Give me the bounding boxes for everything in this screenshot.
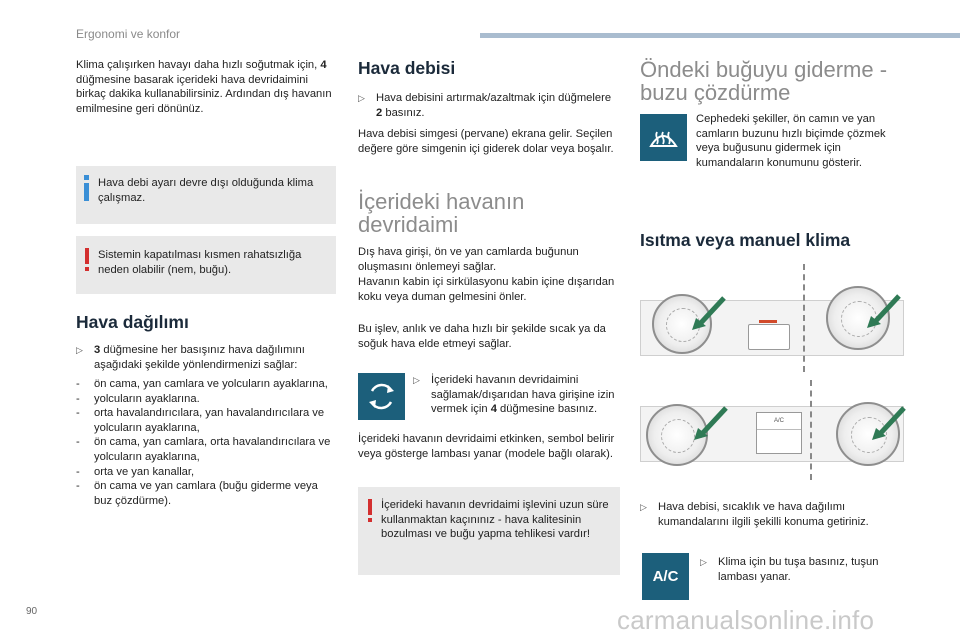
- defrost-icon: [640, 114, 687, 161]
- recirc-step: [413, 373, 621, 417]
- manual-title: Isıtma veya manuel klima: [640, 230, 851, 250]
- list-item: - ön cama, yan camlara, orta havalandırıcılara ve yolcuların ayaklarına,: [76, 436, 331, 463]
- section-header: Ergonomi ve konfor: [76, 27, 181, 41]
- recirc-paragraph-1: Dış hava girişi, ön ve yan camlarda buğunun oluşmasını önlemeyi sağlar.: [358, 246, 579, 273]
- flow-paragraph: Hava debisi simgesi (pervane) ekrana gelir. Seçilen değere göre simgenin içi giderek dolar veya boşalır.: [358, 128, 614, 155]
- recirc-step-text: İçerideki havanın devridaimini sağlamak/dışarıdan hava girişine izin vermek için 4 düğmesine basınız.: [431, 374, 615, 416]
- defrost-title: Öndeki buğuyu giderme - buzu çözdürme: [640, 57, 888, 105]
- page-number: 90: [26, 606, 38, 617]
- warning-text-left: Sistemin kapatılması kısmen rahatsızlığa neden olabilir (nem, buğu).: [98, 249, 302, 276]
- manual-step-text: Hava debisi, sıcaklık ve hava dağılımı kumandalarını ilgili şekilli konuma getiriniz.: [658, 501, 869, 528]
- info-icon: [81, 175, 93, 201]
- flow-step-text: Hava debisini artırmak/azaltmak için düğmelere 2 basınız.: [376, 92, 612, 119]
- list-item: - orta havalandırıcılara, yan havalandırıcılara ve yolcuların ayaklarına,: [76, 407, 325, 434]
- indicator-light: [759, 320, 777, 323]
- recirculation-arrows-icon: [358, 373, 405, 420]
- arrow-icon: [870, 406, 906, 442]
- manual-step: [640, 500, 910, 529]
- arrow-icon: [865, 294, 901, 330]
- distribution-step-bold: 3: [94, 344, 101, 356]
- control-panel-illustration-top: [640, 264, 910, 374]
- ac-icon-label: A/C: [652, 568, 679, 585]
- button-block-illustration: [756, 412, 802, 454]
- distribution-step: [76, 343, 338, 372]
- distribution-step-text: [94, 343, 338, 372]
- step-marker: ▷: [358, 93, 365, 103]
- step-marker: ▷: [76, 345, 83, 355]
- warning-text-middle: İçerideki havanın devridaimi işlevini uzun süre kullanmaktan kaçınınız - hava kalitesinin bozulması ve buğu yapma tehlikesi vardır!: [381, 499, 609, 541]
- step-marker: ▷: [640, 502, 647, 512]
- arrow-icon: [692, 406, 728, 442]
- distribution-title: Hava dağılımı: [76, 312, 189, 332]
- arrow-icon: [690, 296, 726, 332]
- ac-step-text: Klima için bu tuşa basınız, tuşun lambası yanar.: [718, 556, 879, 583]
- recirc-title: İçerideki havanın devridaimi: [358, 189, 525, 237]
- warning-icon: [82, 248, 92, 272]
- panel-divider: [810, 380, 812, 480]
- watermark: carmanualsonline.info: [617, 605, 875, 635]
- intro-paragraph: [76, 58, 338, 116]
- list-item: - ön cama ve yan camlara (buğu giderme veya buz çözdürme).: [76, 480, 318, 507]
- header-bar: [480, 33, 960, 38]
- control-panel-illustration-bottom: [640, 380, 910, 480]
- intro-text-bold: 4: [320, 59, 327, 71]
- distribution-step-post: düğmesine her basışınız hava dağılımını aşağıdaki şekilde yönlendirmenizi sağlar:: [94, 344, 305, 371]
- step-marker: ▷: [413, 375, 420, 385]
- ac-button-label: A/C: [757, 413, 801, 430]
- warning-box-middle: [358, 487, 620, 575]
- recirc-paragraph-2: Havanın kabin içi sirkülasyonu kabin içine dışarıdan koku veya duman gelmesini önler.: [358, 276, 615, 303]
- panel-divider: [803, 264, 805, 372]
- windshield-defrost-icon: [640, 114, 687, 161]
- step-marker: ▷: [700, 557, 707, 567]
- list-item: - ön cama, yan camlara ve yolcuların ayaklarına,: [76, 378, 328, 390]
- intro-text-post: düğmesine basarak içerideki hava devridaimini birkaç dakika kullanabilirsiniz. Ardından dış havanın emilmesine geri dönünüz.: [76, 73, 332, 115]
- ac-step: [700, 555, 910, 584]
- recirc-after: İçerideki havanın devridaimi etkinken, sembol belirir veya gösterge lambası yanar (modele bağlı olarak).: [358, 433, 615, 460]
- list-item: - yolcuların ayaklarına.: [76, 392, 200, 405]
- ac-icon: [642, 553, 689, 600]
- defrost-paragraph: Cephedeki şekiller, ön camın ve yan camların buzunu hızlı biçimde çözmek veya buğusunu gidermek için kumandaların konumunu gösterir.: [696, 113, 886, 169]
- list-item: - orta ve yan kanallar,: [76, 465, 195, 478]
- intro-text-pre: Klima çalışırken havayı daha hızlı soğutmak için,: [76, 59, 321, 71]
- flow-step: [358, 91, 620, 120]
- info-box: [76, 166, 336, 224]
- flow-title: Hava debisi: [358, 58, 456, 78]
- info-text: Hava debi ayarı devre dışı olduğunda klima çalışmaz.: [98, 177, 314, 204]
- warning-icon: [365, 499, 375, 523]
- recirculation-icon: [358, 373, 405, 420]
- recirc-paragraph-3: Bu işlev, anlık ve daha hızlı bir şekilde sıcak ya da soğuk hava elde etmeyi sağlar.: [358, 323, 606, 350]
- warning-box-left: [76, 236, 336, 294]
- distribution-list: [76, 377, 338, 508]
- defrost-button-illustration: [748, 324, 790, 350]
